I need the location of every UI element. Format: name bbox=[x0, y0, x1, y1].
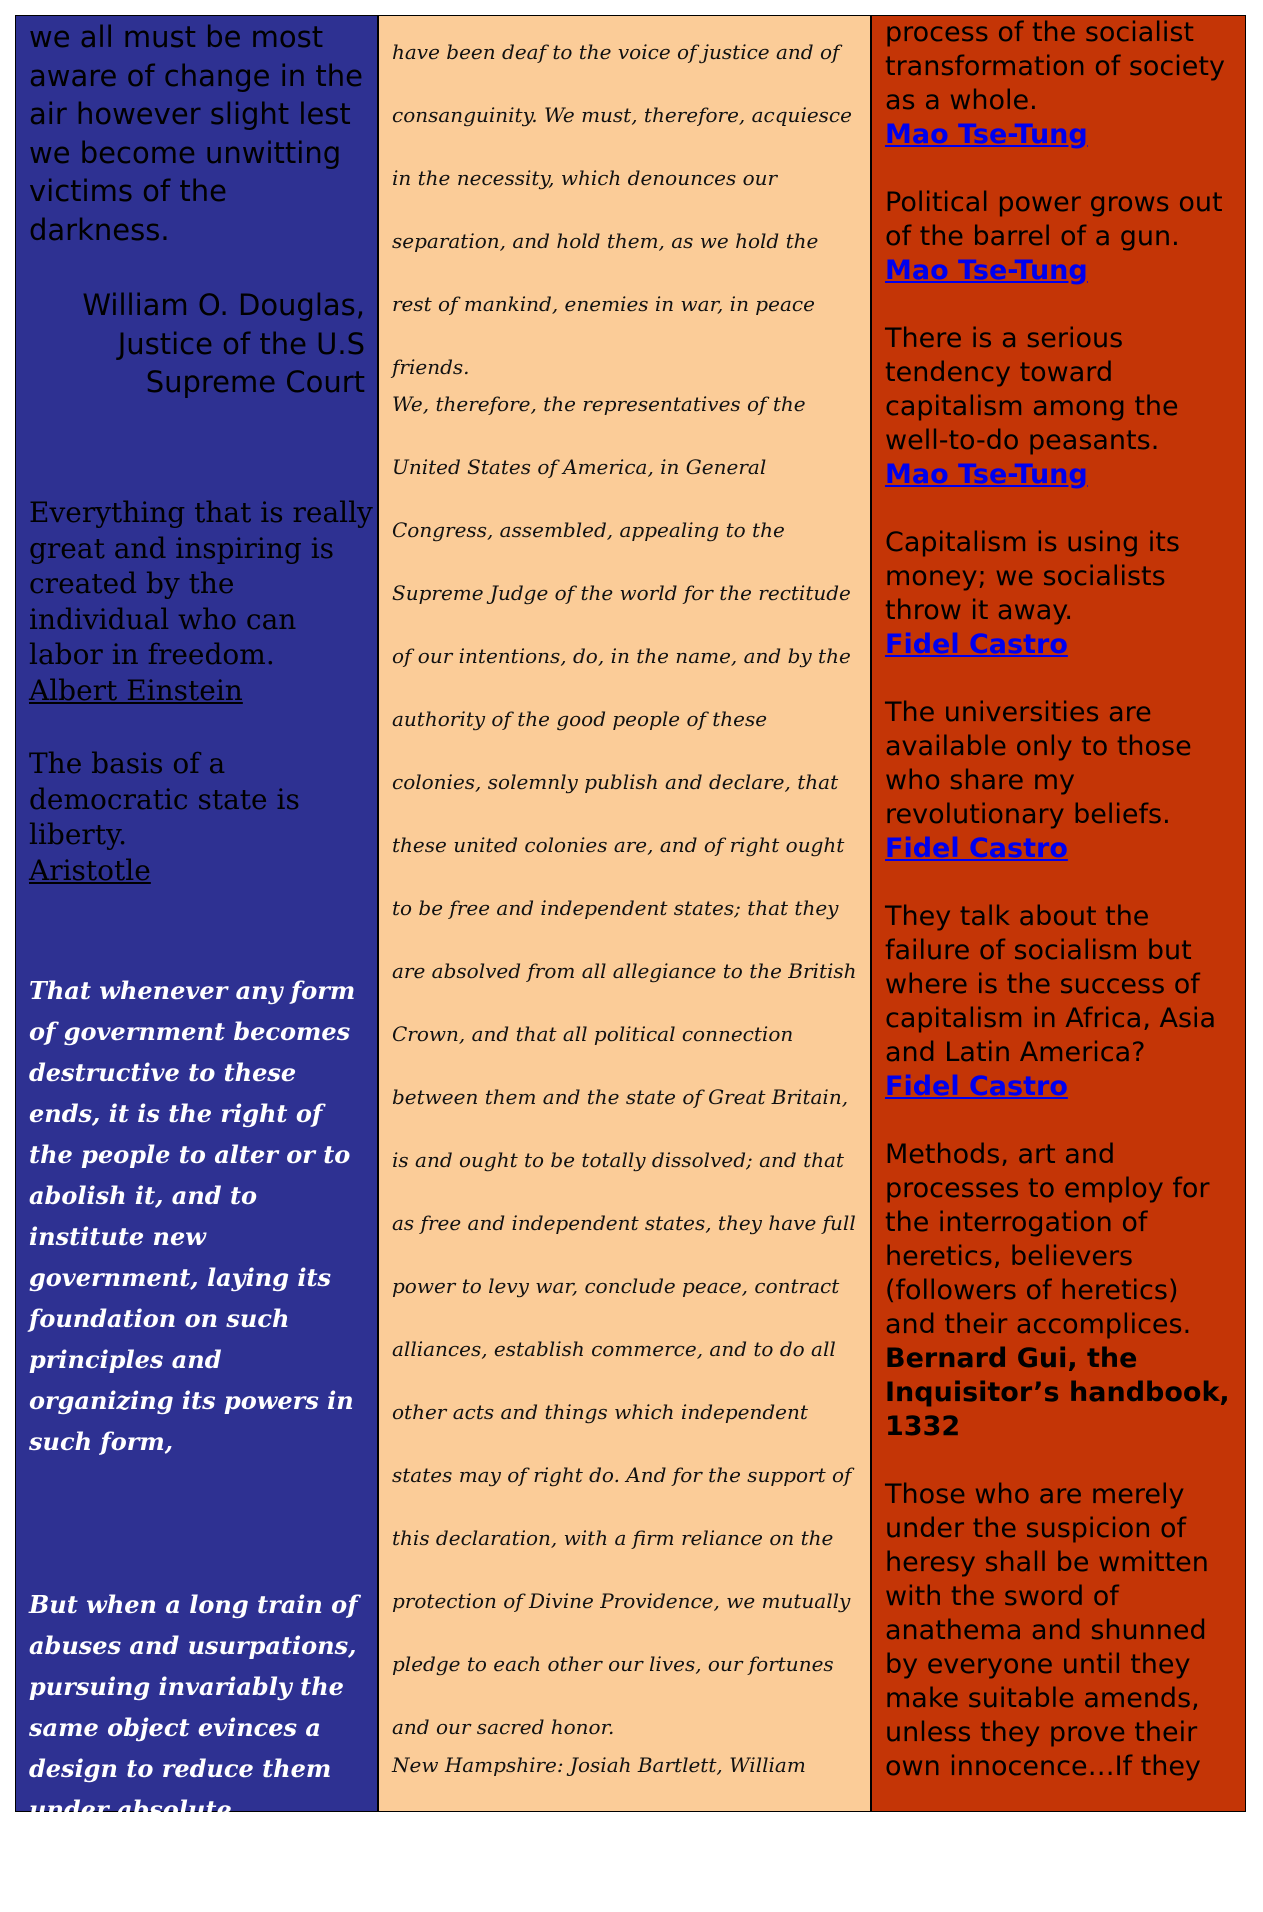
quote-attribution-link[interactable]: Mao Tse-Tung bbox=[885, 459, 1088, 490]
quote-attribution-link[interactable]: Fidel Castro bbox=[885, 833, 1068, 864]
spacer bbox=[885, 152, 1235, 186]
spacer bbox=[885, 662, 1235, 696]
quote-text: process of the socialist transformation of society as a whole. bbox=[885, 17, 1225, 116]
quote-block bbox=[885, 322, 1235, 492]
right-quotes-list bbox=[885, 16, 1235, 1784]
quote-attribution: Bernard Gui, the Inquisitor’s handbook, 1332 bbox=[885, 1343, 1230, 1442]
quote-text: Capitalism is using its money; we socialists throw it away. bbox=[885, 527, 1180, 626]
quote-block bbox=[885, 900, 1235, 1104]
declaration-paragraph-1: have been deaf to the voice of justice and of consanguinity. We must, therefore, acquiesce in the necessity, which denounces our separation, and hold them, as we hold the rest of mankind, enemies in war, in peace friends. bbox=[392, 40, 852, 379]
quote-text: There is a serious tendency toward capitalism among the well-to-do peasants. bbox=[885, 323, 1179, 456]
douglas-attribution: William O. Douglas, Justice of the U.S Supreme Court bbox=[82, 288, 365, 399]
quote-text: Methods, art and processes to employ for the interrogation of heretics, believers (followers of heretics) and their accomplices. bbox=[885, 1139, 1210, 1340]
quote-text: Those who are merely under the suspicion of heresy shall be wmitten with the sword of anathema and shunned by everyone until they make suitable amends, unless they prove their own innocence…If they bbox=[885, 1479, 1209, 1782]
quote-attribution-link[interactable]: Fidel Castro bbox=[885, 1071, 1068, 1102]
left-column bbox=[16, 16, 379, 1906]
einstein-attribution[interactable]: Albert Einstein bbox=[29, 674, 243, 707]
quote-text: They talk about the failure of socialism but where is the success of capitalism in Africa, Asia and Latin America? bbox=[885, 901, 1217, 1068]
declaration-paragraph-2: We, therefore, the representatives of the United States of America, in General Congress, assembled, appealing to the Supreme Judge of the world for the rectitude of our intentions, do, in the name, and by the authority of the good people of these colonies, solemnly publish and declare, that these united colonies are, and of right ought to be free and independent states; that they are absolved from all allegiance to the British Crown, and that all political connection between them and the state of Great Britain, is and ought to be totally dissolved; and that as free and independent states, they have full power to levy war, conclude peace, contract alliances, establish commerce, and to do all other acts and things which independent states may of right do. And for the support of this declaration, with a firm reliance on the protection of Divine Providence, we mutually pledge to each other our lives, our fortunes and our sacred honor. bbox=[392, 392, 857, 1739]
einstein-quote: Everything that is really great and inspiring is created by the individual who can labor in freedom. bbox=[29, 496, 373, 671]
quote-attribution-link[interactable]: Fidel Castro bbox=[885, 629, 1068, 660]
aristotle-attribution[interactable]: Aristotle bbox=[29, 854, 151, 887]
aristotle-quote: The basis of a democratic state is liberty. bbox=[29, 747, 300, 851]
spacer bbox=[885, 866, 1235, 900]
quote-text: Political power grows out of the barrel of a gun. bbox=[885, 187, 1223, 252]
douglas-quote: we all must be most aware of change in the air however slight lest we become unwitting victims of the darkness. bbox=[29, 20, 363, 247]
quote-attribution-link[interactable]: Mao Tse-Tung bbox=[885, 255, 1088, 286]
quote-block bbox=[885, 1138, 1235, 1444]
spacer bbox=[885, 1444, 1235, 1478]
three-column-page bbox=[15, 15, 1246, 1906]
quote-block bbox=[885, 16, 1235, 152]
quote-text: The universities are available only to those who share my revolutionary beliefs. bbox=[885, 697, 1192, 830]
declaration-signers: New Hampshire: Josiah Bartlett, William bbox=[392, 1753, 806, 1777]
quote-block bbox=[885, 186, 1235, 288]
declaration-excerpt-1: That whenever any form of government becomes destructive to these ends, it is the right of the people to alter or to abolish it, and to institute new government, laying its foundation on such principles and organizing its powers in such form, bbox=[29, 976, 356, 1456]
right-column bbox=[872, 16, 1245, 1811]
quote-block bbox=[885, 1478, 1235, 1784]
spacer bbox=[885, 288, 1235, 322]
quote-attribution-link[interactable]: Mao Tse-Tung bbox=[885, 119, 1088, 150]
quote-block bbox=[885, 696, 1235, 866]
spacer bbox=[885, 492, 1235, 526]
quote-block bbox=[885, 526, 1235, 662]
middle-column bbox=[379, 16, 872, 1811]
spacer bbox=[885, 1104, 1235, 1138]
declaration-excerpt-2: But when a long train of abuses and usurpations, pursuing invariably the same object evinces a design to reduce them under absolute despotism, it is their right, it bbox=[29, 1590, 358, 1906]
